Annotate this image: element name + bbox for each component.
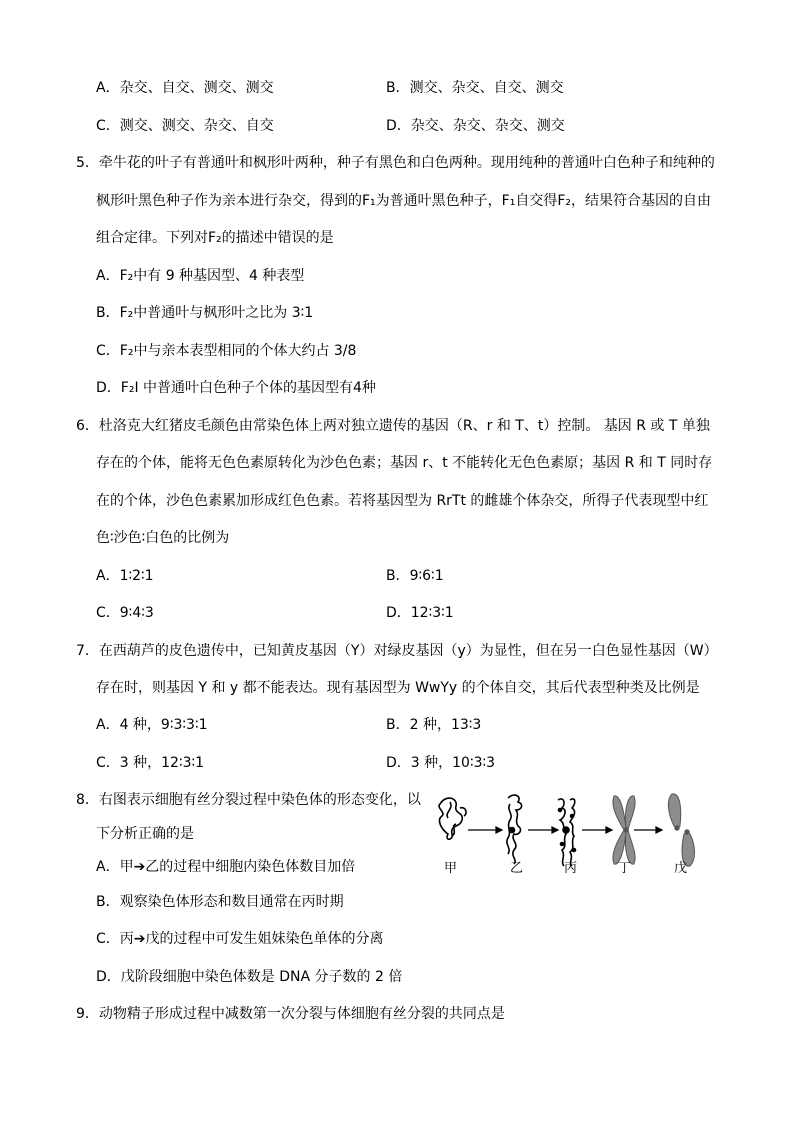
q9-stem-line-1: 9．动物精子形成过程中减数第一次分裂与体细胞有丝分裂的共同点是	[76, 1006, 505, 1022]
stage-wu-anaphase	[668, 794, 694, 866]
q6-option-d: D．12∶3∶1	[386, 605, 454, 621]
q4-option-a: A．杂交、自交、测交、测交	[96, 80, 274, 96]
q5-option-b: B．F₂中普通叶与枫形叶之比为 3∶1	[96, 305, 314, 321]
q8-stem-line-2: 下分析正确的是	[96, 826, 194, 842]
stage-jia-chromatin	[439, 798, 466, 839]
q5-option-d: D．F₂I 中普通叶白色种子个体的基因型有4种	[96, 380, 376, 396]
q6-stem-line-3: 在的个体，沙色色素累加形成红色色素。若将基因型为 RrTt 的雌雄个体杂交，所得子代表现型中红	[96, 493, 709, 509]
q6-stem-line-2: 存在的个体，能将无色色素原转化为沙色色素；基因 r、t 不能转化无色色素原；基因 R 和 T 同时存	[96, 455, 713, 471]
q8-stem-line-1: 8．右图表示细胞有丝分裂过程中染色体的形态变化，以	[76, 792, 421, 808]
q5-stem-line-3: 组合定律。下列对F₂的描述中错误的是	[96, 230, 334, 246]
q5-option-a: A．F₂中有 9 种基因型、4 种表型	[96, 268, 305, 284]
q8-option-c: C．丙➔戊的过程中可发生姐妹染色单体的分离	[96, 931, 384, 947]
figure-label-jia: 甲	[444, 861, 458, 876]
figure-label-wu: 戊	[674, 861, 688, 876]
q8-option-b: B．观察染色体形态和数目通常在丙时期	[96, 894, 344, 910]
q8-option-d: D．戊阶段细胞中染色体数是 DNA 分子数的 2 倍	[96, 969, 403, 985]
stage-yi-coiling	[507, 795, 522, 864]
q6-option-a: A．1∶2∶1	[96, 568, 154, 584]
chromosome-stages-figure	[430, 790, 710, 876]
q6-option-c: C．9∶4∶3	[96, 605, 154, 621]
q7-stem-line-2: 存在时，则基因 Y 和 y 都不能表达。现有基因型为 WwYy 的个体自交，其后代表型种类及比例是	[96, 680, 700, 696]
q4-option-d: D．杂交、杂交、杂交、测交	[386, 118, 565, 134]
q5-option-c: C．F₂中与亲本表型相同的个体大约占 3/8	[96, 343, 357, 359]
q8-option-a: A．甲➔乙的过程中细胞内染色体数目加倍	[96, 859, 356, 875]
q7-stem-line-1: 7．在西葫芦的皮色遗传中，已知黄皮基因（Y）对绿皮基因（y）为显性，但在另一白色显性基因（W）	[76, 643, 718, 659]
q6-stem-line-1: 6．杜洛克大红猪皮毛颜色由常染色体上两对独立遗传的基因（R、r 和 T、t）控制。 基因 R 或 T 单独	[76, 418, 710, 434]
figure-label-ding: 丁	[618, 861, 632, 876]
q6-stem-line-4: 色∶沙色∶白色的比例为	[96, 530, 230, 546]
q7-option-d: D．3 种，10∶3∶3	[386, 755, 496, 771]
q4-option-b: B．测交、杂交、自交、测交	[386, 80, 564, 96]
q7-option-a: A．4 种，9∶3∶3∶1	[96, 717, 208, 733]
q7-option-b: B．2 种，13∶3	[386, 717, 482, 733]
q6-option-b: B．9∶6∶1	[386, 568, 444, 584]
stage-bing-condensed	[558, 799, 576, 866]
q7-option-c: C．3 种，12∶3∶1	[96, 755, 205, 771]
q4-option-c: C．测交、测交、杂交、自交	[96, 118, 274, 134]
figure-label-bing: 丙	[564, 861, 578, 876]
q5-stem-line-1: 5．牵牛花的叶子有普通叶和枫形叶两种，种子有黑色和白色两种。现用纯种的普通叶白色种子和纯种的	[76, 155, 715, 171]
stage-ding-metaphase	[613, 796, 635, 864]
figure-label-yi: 乙	[510, 861, 524, 876]
q5-stem-line-2: 枫形叶黑色种子作为亲本进行杂交，得到的F₁为普通叶黑色种子，F₁自交得F₂，结果符合基因的自由	[96, 193, 711, 209]
